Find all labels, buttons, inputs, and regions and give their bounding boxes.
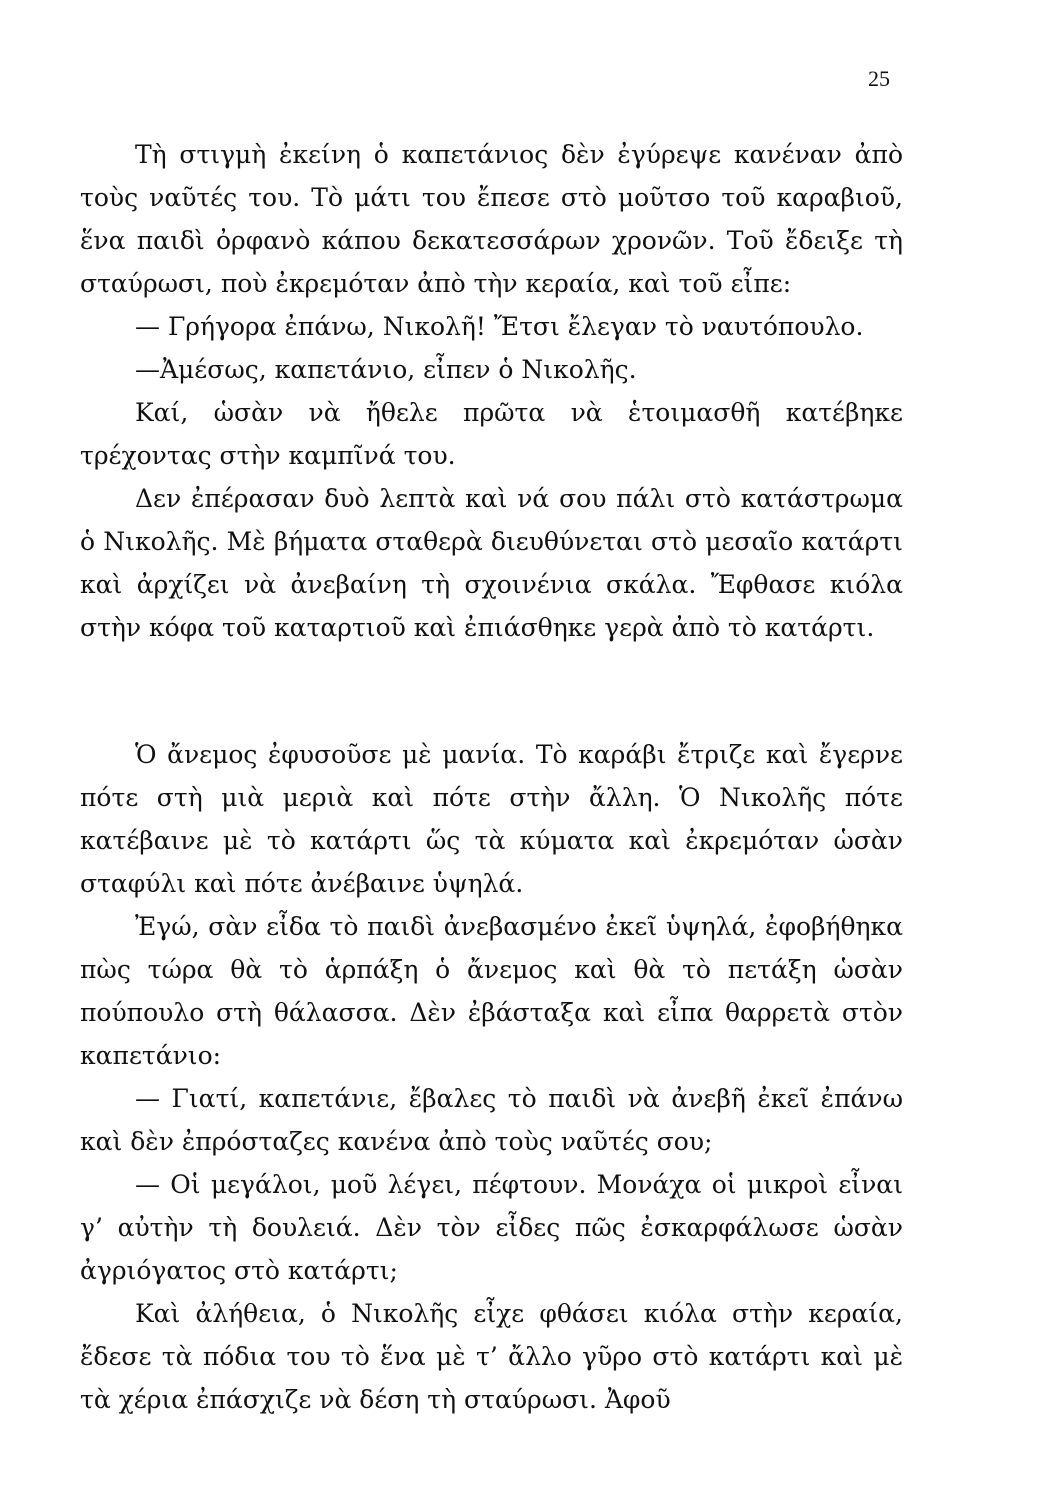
paragraph: Τὴ στιγμὴ ἐκείνη ὁ καπετάνιος δὲν ἐγύρεψε κανέναν ἀπὸ τοὺς ναῦτές του. Τὸ μάτι του ἔπεσε στὸ μοῦτσο τοῦ καραβιοῦ, ἕνα παιδὶ ὀρφανὸ κάπου δεκατεσσάρων χρονῶν. Τοῦ ἔδειξε τὴ σταύρωσι, ποὺ ἐκρεμόταν ἀπὸ τὴν κεραία, καὶ τοῦ εἶπε: [80,140,903,298]
text-section-2 [80,733,903,1421]
paragraph: Δεν ἐπέρασαν δυὸ λεπτὰ καὶ νά σου πάλι στὸ κατάστρωμα ὁ Νικολῆς. Μὲ βήματα σταθερὰ διευθύνεται στὸ μεσαῖο κατάρτι καὶ ἀρχίζει νὰ ἀνεβαίνη τὴ σχοινένια σκάλα. Ἔφθασε κιόλα στὴν κόφα τοῦ καταρτιοῦ καὶ ἐπιάσθηκε γερὰ ἀπὸ τὸ κατάρτι. [80,484,903,642]
dialogue-line: — Οἱ μεγάλοι, μοῦ λέγει, πέφτουν. Μονάχα οἱ μικροὶ εἶναι γ’ αὐτὴν τὴ δουλειά. Δὲν τὸν εἶδες πῶς ἐσκαρφάλωσε ὡσὰν ἀγριόγατος στὸ κατάρτι; [80,1170,903,1285]
paragraph: Ὁ ἄνεμος ἐφυσοῦσε μὲ μανία. Τὸ καράβι ἔτριζε καὶ ἔγερνε πότε στὴ μιὰ μεριὰ καὶ πότε στὴν ἄλλη. Ὁ Νικολῆς πότε κατέβαινε μὲ τὸ κατάρτι ὥς τὰ κύματα καὶ ἐκρεμόταν ὡσὰν σταφύλι καὶ πότε ἀνέβαινε ὑψηλά. [80,740,903,898]
text-section-1 [80,133,903,649]
page-number: 25 [868,66,890,91]
dialogue-line: —Ἀμέσως, καπετάνιο, εἶπεν ὁ Νικολῆς. [135,355,637,384]
paragraph: Καὶ ἀλήθεια, ὁ Νικολῆς εἶχε φθάσει κιόλα στὴν κεραία, ἔδεσε τὰ πόδια του τὸ ἕνα μὲ τ’ ἄλλο γῦρο στὸ κατάρτι καὶ μὲ τὰ χέρια ἐπάσχιζε νὰ δέση τὴ σταύρωσι. Ἀφοῦ [80,1299,903,1414]
paragraph: Ἐγώ, σὰν εἶδα τὸ παιδὶ ἀνεβασμένο ἐκεῖ ὑψηλά, ἐφοβήθηκα πὼς τώρα θὰ τὸ ἁρπάξη ὁ ἄνεμος καὶ θὰ τὸ πετάξη ὡσὰν πούπουλο στὴ θάλασσα. Δὲν ἐβάσταξα καὶ εἶπα θαρρετὰ στὸν καπετάνιο: [80,912,903,1070]
dialogue-line: — Γιατί, καπετάνιε, ἔβαλες τὸ παιδὶ νὰ ἀνεβῆ ἐκεῖ ἐπάνω καὶ δὲν ἐπρόσταζες κανένα ἀπὸ τοὺς ναῦτές σου; [80,1084,903,1156]
paragraph: Καί, ὡσὰν νὰ ἤθελε πρῶτα νὰ ἑτοιμασθῆ κατέβηκε τρέχοντας στὴν καμπῖνά του. [80,398,903,470]
dialogue-line: — Γρήγορα ἐπάνω, Νικολῆ! Ἔτσι ἔλεγαν τὸ ναυτόπουλο. [135,312,864,341]
